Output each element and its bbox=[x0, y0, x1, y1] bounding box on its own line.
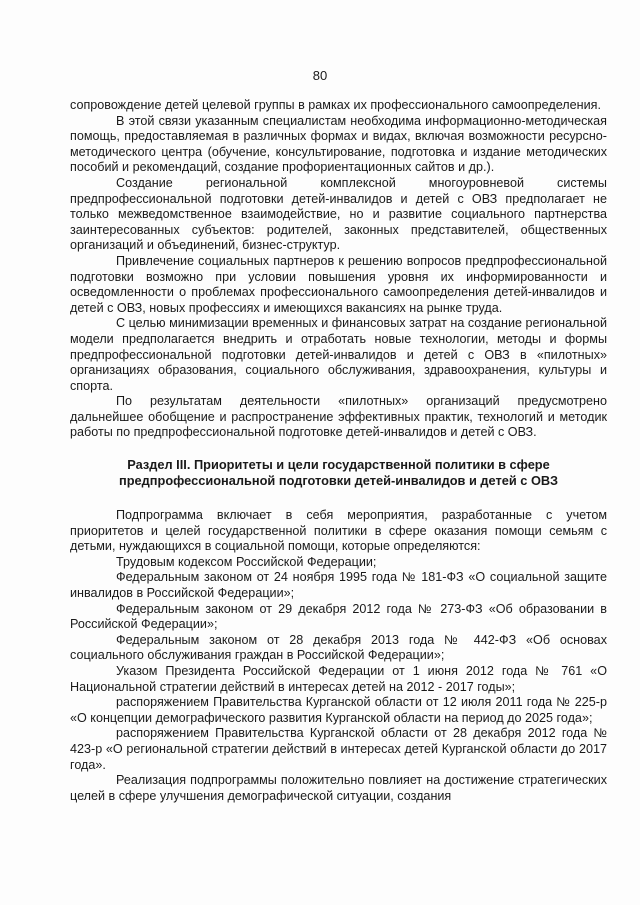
paragraph: Создание региональной комплексной многоуровневой системы предпрофессиональной подготовки детей-инвалидов и детей с ОВЗ предполагает не только межведомственное взаимодействие, но и развитие социального партнерства заинтересованных субъектов: родителей, законных представителей, общественных организаций и объединений, бизнес-структур. bbox=[70, 175, 607, 253]
paragraph: Привлечение социальных партнеров к решению вопросов предпрофессиональной подготовки возможно при условии повышения уровня их информированности и осведомленности о проблемах профессионального самоопределения детей-инвалидов и детей с ОВЗ, новых профессиях и имеющихся вакансиях на рынке труда. bbox=[70, 253, 607, 315]
list-item: распоряжением Правительства Курганской области от 12 июля 2011 года № 225-р «О концепции демографического развития Курганской области на период до 2025 года»; bbox=[70, 695, 607, 725]
page-number: 80 bbox=[312, 68, 328, 83]
paragraph: По результатам деятельности «пилотных» организаций предусмотрено дальнейшее обобщение и распространение эффективных практик, технологий и методик работы по предпрофессиональной подготовке детей-инвалидов и детей с ОВЗ. bbox=[70, 394, 607, 440]
section-heading-line: Раздел III. Приоритеты и цели государственной политики в сфере bbox=[127, 457, 550, 473]
paragraph: Подпрограмма включает в себя мероприятия, разработанные с учетом приоритетов и целей государственной политики в сфере оказания помощи семьям с детьми, нуждающихся в социальной помощи, которые определяются: bbox=[70, 508, 607, 554]
paragraph: сопровождение детей целевой группы в рамках их профессионального самоопределения. bbox=[70, 98, 601, 112]
paragraph: Реализация подпрограммы положительно повлияет на достижение стратегических целей в сфере улучшения демографической ситуации, создания bbox=[70, 773, 607, 803]
paragraph: В этой связи указанным специалистам необходима информационно-методическая помощь, предоставляемая в различных формах и видах, включая возможности ресурсно-методического центра (обучение, консультирование, подготовка и издание методических пособий и рекомендаций, создание профориентационных сайтов и др.). bbox=[70, 113, 607, 175]
section-heading-line: предпрофессиональной подготовки детей-инвалидов и детей с ОВЗ bbox=[119, 473, 558, 489]
list-item: Указом Президента Российской Федерации от 1 июня 2012 года № 761 «О Национальной стратегии действий в интересах детей на 2012 - 2017 годы»; bbox=[70, 664, 607, 694]
document-body bbox=[70, 98, 607, 804]
section-heading bbox=[70, 457, 607, 489]
list-item: Федеральным законом от 29 декабря 2012 года № 273-ФЗ «Об образовании в Российской Федерации»; bbox=[70, 601, 607, 632]
list-item: Федеральным законом от 28 декабря 2013 года № 442-ФЗ «Об основах социального обслуживания граждан в Российской Федерации»; bbox=[70, 632, 607, 663]
list-item: Трудовым кодексом Российской Федерации; bbox=[116, 554, 377, 569]
list-item: распоряжением Правительства Курганской области от 28 декабря 2012 года № 423-р «О региональной стратегии действий в интересах детей Курганской области до 2017 года». bbox=[70, 726, 607, 772]
list-item: Федеральным законом от 24 ноября 1995 года № 181-ФЗ «О социальной защите инвалидов в Российской Федерации»; bbox=[70, 570, 607, 601]
paragraph: С целью минимизации временных и финансовых затрат на создание региональной модели предполагается внедрить и отработать новые технологии, методы и формы предпрофессиональной подготовки детей-инвалидов и детей с ОВЗ в «пилотных» организациях образования, социального обслуживания, здравоохранения, культуры и спорта. bbox=[70, 316, 607, 393]
